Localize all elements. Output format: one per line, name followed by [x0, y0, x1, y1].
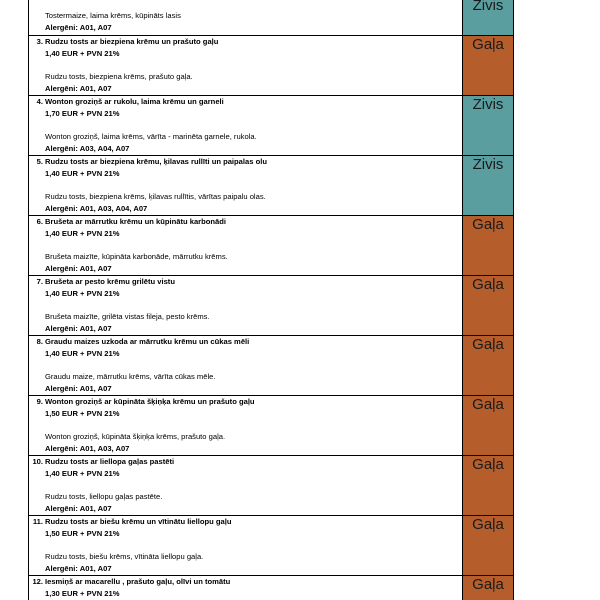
item-ingredients: Rudzu tosts, biešu krēms, vītināta liellopu gaļa.: [45, 552, 204, 561]
item-ingredients: Wonton groziņš, laima krēms, vārīta - marinēta garnele, rukola.: [45, 132, 257, 141]
item-allergens: Alergēni: A01, A07: [45, 564, 112, 573]
menu-item-row: [29, 36, 514, 96]
menu-item-description-cell: [29, 516, 463, 576]
item-number: 3.: [36, 37, 43, 46]
item-number: 11.: [32, 517, 43, 526]
item-allergens: Alergēni: A01, A03, A04, A07: [45, 204, 148, 213]
category-meat-cell: [463, 576, 514, 600]
category-label: Gaļa: [472, 36, 504, 53]
menu-item-description-cell: [29, 336, 463, 396]
item-ingredients: Graudu maize, mārrutku krēms, vārīta cūkas mēle.: [45, 372, 216, 381]
item-ingredients: Wonton groziņš, kūpināta šķiņķa krēms, prašuto gaļa.: [45, 432, 226, 441]
category-meat-cell: [463, 396, 514, 456]
category-label: Gaļa: [472, 336, 504, 353]
category-label: Gaļa: [472, 276, 504, 293]
item-ingredients: Tostermaize, laima krēms, kūpināts lasis: [45, 11, 181, 20]
menu-item: [29, 0, 462, 35]
menu-item: [29, 36, 462, 95]
item-title: Rudzu tosts ar biezpiena krēmu, ķilavas rullīti un paipalas olu: [45, 157, 267, 166]
category-fish-cell: [463, 96, 514, 156]
category-label: Zivis: [472, 96, 504, 113]
category-label: Zivis: [472, 0, 504, 14]
menu-item-description-cell: [29, 276, 463, 336]
category-meat-cell: [463, 216, 514, 276]
menu-item-description-cell: [29, 456, 463, 516]
item-allergens: Alergēni: A01, A07: [45, 84, 112, 93]
menu-item-description-cell: [29, 576, 463, 600]
item-ingredients: Rudzu tosts, biezpiena krēms, prašuto gaļa.: [45, 72, 193, 81]
item-price: 1,40 EUR + PVN 21%: [45, 229, 120, 238]
category-label: Gaļa: [472, 456, 504, 473]
item-ingredients: Brušeta maizīte, grilēta vistas fileja, pesto krēms.: [45, 312, 210, 321]
menu-item-row: [29, 276, 514, 336]
item-number: 8.: [36, 337, 43, 346]
item-price: 1,70 EUR + PVN 21%: [45, 109, 120, 118]
category-label: Gaļa: [472, 396, 504, 413]
item-allergens: Alergēni: A01, A07: [45, 23, 112, 32]
item-title: Brušeta ar pesto krēmu grilētu vistu: [45, 277, 175, 286]
item-price: 1,40 EUR + PVN 21%: [45, 469, 120, 478]
item-title: Rudzu tosts ar liellopa gaļas pastēti: [45, 457, 175, 466]
category-fish-cell: [463, 156, 514, 216]
category-meat-cell: [463, 336, 514, 396]
menu-item: [29, 156, 462, 215]
item-number: 9.: [36, 397, 43, 406]
category-label: Zivis: [472, 156, 504, 173]
item-title: Iesmiņš ar macarellu , prašuto gaļu, olīvi un tomātu: [45, 577, 231, 586]
item-price: 1,40 EUR + PVN 21%: [45, 49, 120, 58]
category-label: Gaļa: [472, 576, 504, 593]
item-allergens: Alergēni: A03, A04, A07: [45, 144, 130, 153]
menu-item: [29, 336, 462, 395]
category-meat-cell: [463, 456, 514, 516]
item-allergens: Alergēni: A01, A07: [45, 504, 112, 513]
menu-item-description-cell: [29, 216, 463, 276]
menu-item-row: [29, 156, 514, 216]
item-title: Rudzu tosts ar biezpiena krēmu un prašuto gaļu: [45, 37, 219, 46]
menu-table: [28, 0, 514, 600]
menu-item-row: [29, 576, 514, 600]
menu-item-description-cell: [29, 396, 463, 456]
item-number: 4.: [36, 97, 43, 106]
menu-item-row: [29, 216, 514, 276]
menu-item: [29, 516, 462, 575]
item-number: 12.: [32, 577, 43, 586]
category-label: Gaļa: [472, 216, 504, 233]
item-price: 1,50 EUR + PVN 21%: [45, 409, 120, 418]
item-price: 1,40 EUR + PVN 21%: [45, 289, 120, 298]
item-ingredients: Rudzu tosts, liellopu gaļas pastēte.: [45, 492, 163, 501]
item-title: Graudu maizes uzkoda ar mārrutku krēmu un cūkas mēli: [45, 337, 250, 346]
category-meat-cell: [463, 276, 514, 336]
item-allergens: Alergēni: A01, A07: [45, 324, 112, 333]
item-price: 1,50 EUR + PVN 21%: [45, 529, 120, 538]
menu-item-row: [29, 336, 514, 396]
menu-item-row: [29, 396, 514, 456]
menu-item: [29, 216, 462, 275]
menu-item: [29, 276, 462, 335]
item-allergens: Alergēni: A01, A03, A07: [45, 444, 130, 453]
menu-item-row: [29, 516, 514, 576]
item-ingredients: Brušeta maizīte, kūpināta karbonāde, mārrutku krēms.: [45, 252, 228, 261]
menu-item-description-cell: [29, 0, 463, 36]
item-price: 1,40 EUR + PVN 21%: [45, 169, 120, 178]
category-fish-cell: [463, 0, 514, 36]
menu-item: [29, 396, 462, 455]
menu-item: [29, 456, 462, 515]
item-allergens: Alergēni: A01, A07: [45, 264, 112, 273]
item-number: 7.: [36, 277, 43, 286]
menu-item-description-cell: [29, 156, 463, 216]
item-number: 5.: [36, 157, 43, 166]
item-price: 1,40 EUR + PVN 21%: [45, 349, 120, 358]
menu-item: [29, 576, 462, 600]
item-title: Brušeta ar mārrutku krēmu un kūpinātu karbonādi: [45, 217, 227, 226]
menu-item-description-cell: [29, 36, 463, 96]
menu-item-row: [29, 456, 514, 516]
menu-item-row: [29, 96, 514, 156]
menu-item: [29, 96, 462, 155]
category-meat-cell: [463, 36, 514, 96]
category-label: Gaļa: [472, 516, 504, 533]
item-price: 1,30 EUR + PVN 21%: [45, 589, 120, 598]
item-title: Wonton groziņš ar rukolu, laima krēmu un garneli: [45, 97, 224, 106]
item-title: Wonton groziņš ar kūpināta šķiņķa krēmu un prašuto gaļu: [45, 397, 255, 406]
item-allergens: Alergēni: A01, A07: [45, 384, 112, 393]
item-ingredients: Rudzu tosts, biezpiena krēms, ķilavas rullītis, vārītas paipalu olas.: [45, 192, 266, 201]
menu-item-row: [29, 0, 514, 36]
item-title: Rudzu tosts ar biešu krēmu un vītinātu liellopu gaļu: [45, 517, 232, 526]
category-meat-cell: [463, 516, 514, 576]
menu-item-description-cell: [29, 96, 463, 156]
item-number: 10.: [32, 457, 43, 466]
item-number: 6.: [36, 217, 43, 226]
